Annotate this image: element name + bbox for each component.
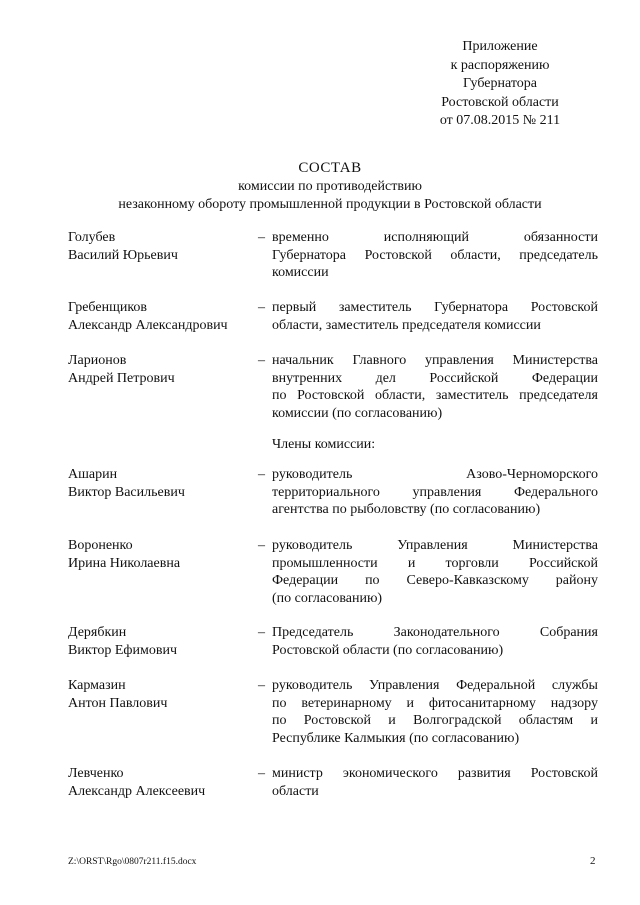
member-name: Дерябкин Виктор Ефимович (68, 625, 177, 658)
word: Министерства (512, 538, 598, 553)
title-subtitle-1: комиссии по противодействию (238, 179, 422, 194)
word: промышленности (272, 555, 378, 571)
dash: – (258, 300, 265, 315)
member-name: Левченко Александр Алексеевич (68, 766, 206, 799)
member-name: Ашарин Виктор Васильевич (68, 467, 185, 500)
word: и (407, 555, 416, 571)
member-role: временно исполняющий обязанности Губернатора Ростовской области, председатель комиссии (272, 230, 598, 280)
member-role: Председатель Законодательного Собрания Ростовской области (по согласованию) (272, 625, 598, 658)
word: Губернатора (434, 300, 509, 315)
word: Северо-Кавказскому (406, 573, 529, 588)
word: Управления (397, 538, 468, 553)
word: району (555, 573, 598, 588)
word: первый (272, 300, 317, 315)
word: обязанности (523, 230, 598, 245)
title-main: СОСТАВ (298, 160, 362, 176)
member-role: начальник Главного управления Министерства внутренних дел Российской Федерации по Ростовской области, заместитель председателя комиссии (по согласованию) (272, 353, 598, 421)
word: службы (551, 678, 598, 693)
word: территориального (272, 484, 380, 500)
word: председатель (519, 247, 598, 263)
word: Азово-Черноморского (466, 467, 598, 482)
word: Министерства (512, 353, 598, 368)
word: руководитель (272, 467, 353, 482)
word: Собрания (539, 625, 598, 640)
word: областям (518, 713, 574, 728)
word: торговли (445, 555, 499, 571)
word: Российской (429, 370, 499, 386)
word: временно (272, 230, 329, 245)
document-title (60, 158, 600, 213)
word: Федерального (513, 484, 598, 500)
word: Председатель (272, 625, 354, 640)
word: внутренних (272, 370, 343, 386)
word: Федеральной (456, 678, 536, 693)
word: области, (374, 388, 426, 403)
word: заместитель (435, 388, 509, 403)
member-name: Ларионов Андрей Петрович (68, 353, 175, 386)
word: Ростовской (530, 300, 598, 315)
member-role: руководитель Азово-Черноморского территориального управления Федерального агентства по рыболовству (по согласованию) (272, 467, 598, 517)
word: Ростовской (303, 713, 372, 728)
dash: – (258, 353, 265, 368)
dash: – (258, 625, 265, 640)
word: по (272, 388, 287, 403)
annex-line: Ростовской области (441, 94, 559, 110)
annex-block (400, 38, 600, 131)
member-name: Гребенщиков Александр Александрович (68, 300, 228, 333)
dash: – (258, 230, 265, 245)
dash: – (258, 766, 265, 781)
word: министр (272, 766, 323, 781)
footer-file-path: Z:\ORST\Rgo\0807r211.f15.docx (68, 857, 197, 867)
word: Управления (369, 678, 440, 693)
member-role: руководитель Управления Федеральной службы по ветеринарному и фитосанитарному надзору по Ростовской и Волгоградской областям и Республике Калмыкия (по согласованию) (272, 678, 598, 746)
word: области, (450, 247, 501, 263)
word: начальник (272, 353, 334, 368)
annex-line: к распоряжению (450, 57, 550, 73)
annex-line: от 07.08.2015 № 211 (439, 113, 561, 128)
word: по (272, 713, 287, 728)
dash: – (258, 467, 265, 482)
word: Российской (528, 555, 598, 571)
word: Волгоградской (413, 713, 502, 728)
member-name: Голубев Василий Юрьевич (68, 230, 178, 263)
dash: – (258, 678, 265, 693)
member-role: министр экономического развития Ростовской области (272, 766, 598, 799)
word: и (590, 713, 598, 728)
word: заместитель (338, 300, 412, 315)
word: фитосанитарному (428, 695, 536, 711)
word: дел (375, 370, 396, 386)
member-name: Вороненко Ирина Николаевна (68, 538, 181, 571)
word: и (388, 713, 396, 728)
word: развития (457, 766, 511, 781)
word: председателя (519, 388, 598, 403)
word: Федерации (531, 370, 598, 386)
member-name: Кармазин Антон Павлович (68, 678, 168, 711)
word: и (406, 695, 415, 711)
word: Ростовской (297, 388, 365, 403)
word: Ростовской (364, 247, 432, 263)
word: Федерации (272, 573, 339, 588)
word: исполняющий (383, 230, 469, 245)
word: экономического (342, 766, 438, 781)
word: управления (412, 484, 482, 500)
dash: – (258, 538, 265, 553)
word: по (272, 695, 287, 711)
member-role: первый заместитель Губернатора Ростовской области, заместитель председателя комиссии (272, 300, 598, 333)
word: Главного (352, 353, 407, 368)
title-subtitle-2: незаконному обороту промышленной продукции в Ростовской области (118, 196, 542, 212)
member-role: руководитель Управления Министерства промышленности и торговли Российской Федерации по Северо-Кавказскому району (по согласованию) (272, 538, 598, 606)
word: надзору (550, 695, 598, 711)
word: Законодательного (393, 625, 500, 640)
annex-line: Приложение (462, 39, 538, 54)
word: руководитель (272, 678, 353, 693)
annex-line: Губернатора (462, 76, 538, 91)
word: ветеринарному (301, 695, 392, 711)
word: по (365, 573, 380, 588)
word: Ростовской (530, 766, 598, 781)
word: руководитель (272, 538, 353, 553)
word: Губернатора (272, 247, 347, 263)
members-heading: Члены комиссии: (272, 437, 376, 452)
word: управления (425, 353, 494, 368)
footer-page-number: 2 (590, 855, 596, 867)
